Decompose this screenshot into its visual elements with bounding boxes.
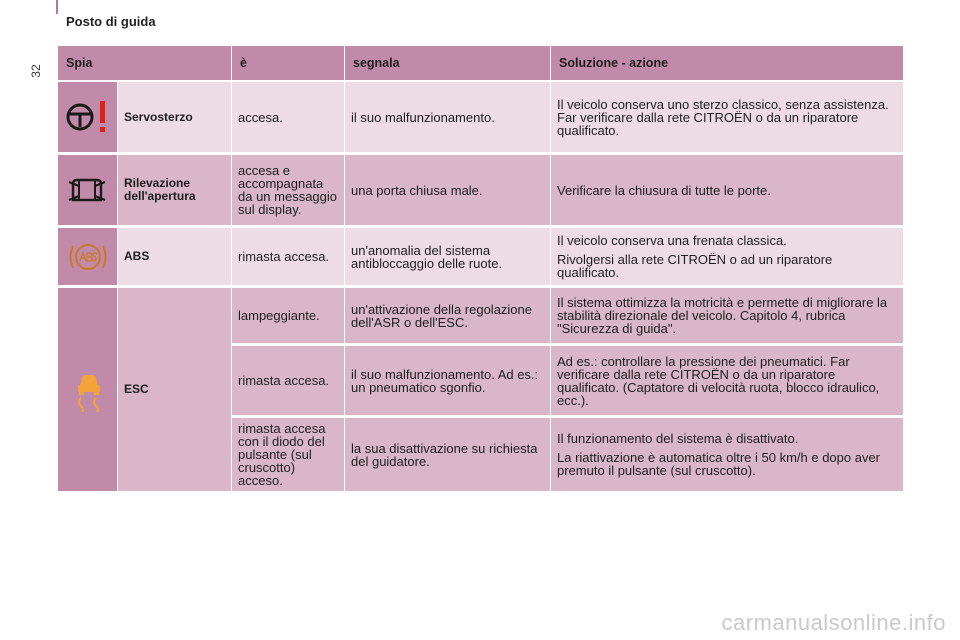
solution-esc-3-line-2: La riattivazione è automatica oltre i 50 km/h e dopo aver premuto il pulsante (sul cruscotto). — [557, 450, 881, 478]
header-spia: Spia — [58, 46, 231, 82]
state-apertura: accesa e accompagnata da un messaggio sul display. — [232, 155, 344, 228]
state-abs: rimasta accesa. — [232, 228, 344, 288]
state-esc-1: lampeggiante. — [232, 288, 344, 346]
state-esc-2: rimasta accesa. — [232, 346, 344, 418]
solution-servosterzo: Il veicolo conserva uno sterzo classico, senza assistenza. Far verificare dalla rete CITROËN o da un riparatore qualificato. — [551, 82, 903, 155]
solution-esc-1: Il sistema ottimizza la motricità e permette di migliorare la stabilità direzionale del veicolo. Capitolo 4, rubrica "Sicurezza di guida". — [551, 288, 903, 346]
signal-servosterzo: il suo malfunzionamento. — [345, 82, 550, 155]
table-row-esc-1 — [58, 288, 903, 346]
row-name-esc: ESC — [118, 288, 231, 494]
header-e: è — [232, 46, 344, 82]
signal-abs: un'anomalia del sistema antibloccaggio delle ruote. — [345, 228, 550, 288]
table-header-row — [58, 46, 903, 82]
table-row-servosterzo — [58, 82, 903, 155]
header-segnala: segnala — [345, 46, 550, 82]
table-row-apertura — [58, 155, 903, 228]
solution-esc-3-line-1: Il funzionamento del sistema è disattivato. — [557, 431, 799, 446]
solution-esc-3 — [551, 418, 903, 494]
signal-esc-3: la sua disattivazione su richiesta del guidatore. — [345, 418, 550, 494]
signal-esc-1: un'attivazione della regolazione dell'ASR o dell'ESC. — [345, 288, 550, 346]
state-esc-3: rimasta accesa con il diodo del pulsante (sul cruscotto) acceso. — [232, 418, 344, 494]
solution-esc-2: Ad es.: controllare la pressione dei pneumatici. Far verificare dalla rete CITROËN o da un riparatore qualificato. (Captatore di velocità ruota, blocco idraulico, ecc.). — [551, 346, 903, 418]
header-soluzione: Soluzione - azione — [551, 46, 903, 82]
esc-skid-icon — [58, 288, 117, 494]
signal-apertura: una porta chiusa male. — [345, 155, 550, 228]
solution-abs-line-1: Il veicolo conserva una frenata classica. — [557, 233, 787, 248]
watermark: carmanualsonline.info — [721, 610, 946, 635]
solution-abs-line-2: Rivolgersi alla rete CITROËN o ad un riparatore qualificato. — [557, 252, 833, 280]
row-name-apertura: Rilevazione dell'apertura — [118, 155, 231, 228]
solution-abs — [551, 228, 903, 288]
page-number: 32 — [29, 64, 43, 78]
left-rule — [56, 0, 58, 14]
solution-apertura: Verificare la chiusura di tutte le porte. — [551, 155, 903, 228]
steering-warning-icon — [58, 82, 117, 155]
door-open-icon — [58, 155, 117, 228]
table-row-abs — [58, 228, 903, 288]
signal-esc-2: il suo malfunzionamento. Ad es.: un pneumatico sgonfio. — [345, 346, 550, 418]
page-title: Posto di guida — [66, 14, 156, 29]
row-name-abs: ABS — [118, 228, 231, 288]
warning-lights-table — [57, 46, 904, 494]
state-servosterzo: accesa. — [232, 82, 344, 155]
row-name-servosterzo: Servosterzo — [118, 82, 231, 155]
abs-icon — [58, 228, 117, 288]
